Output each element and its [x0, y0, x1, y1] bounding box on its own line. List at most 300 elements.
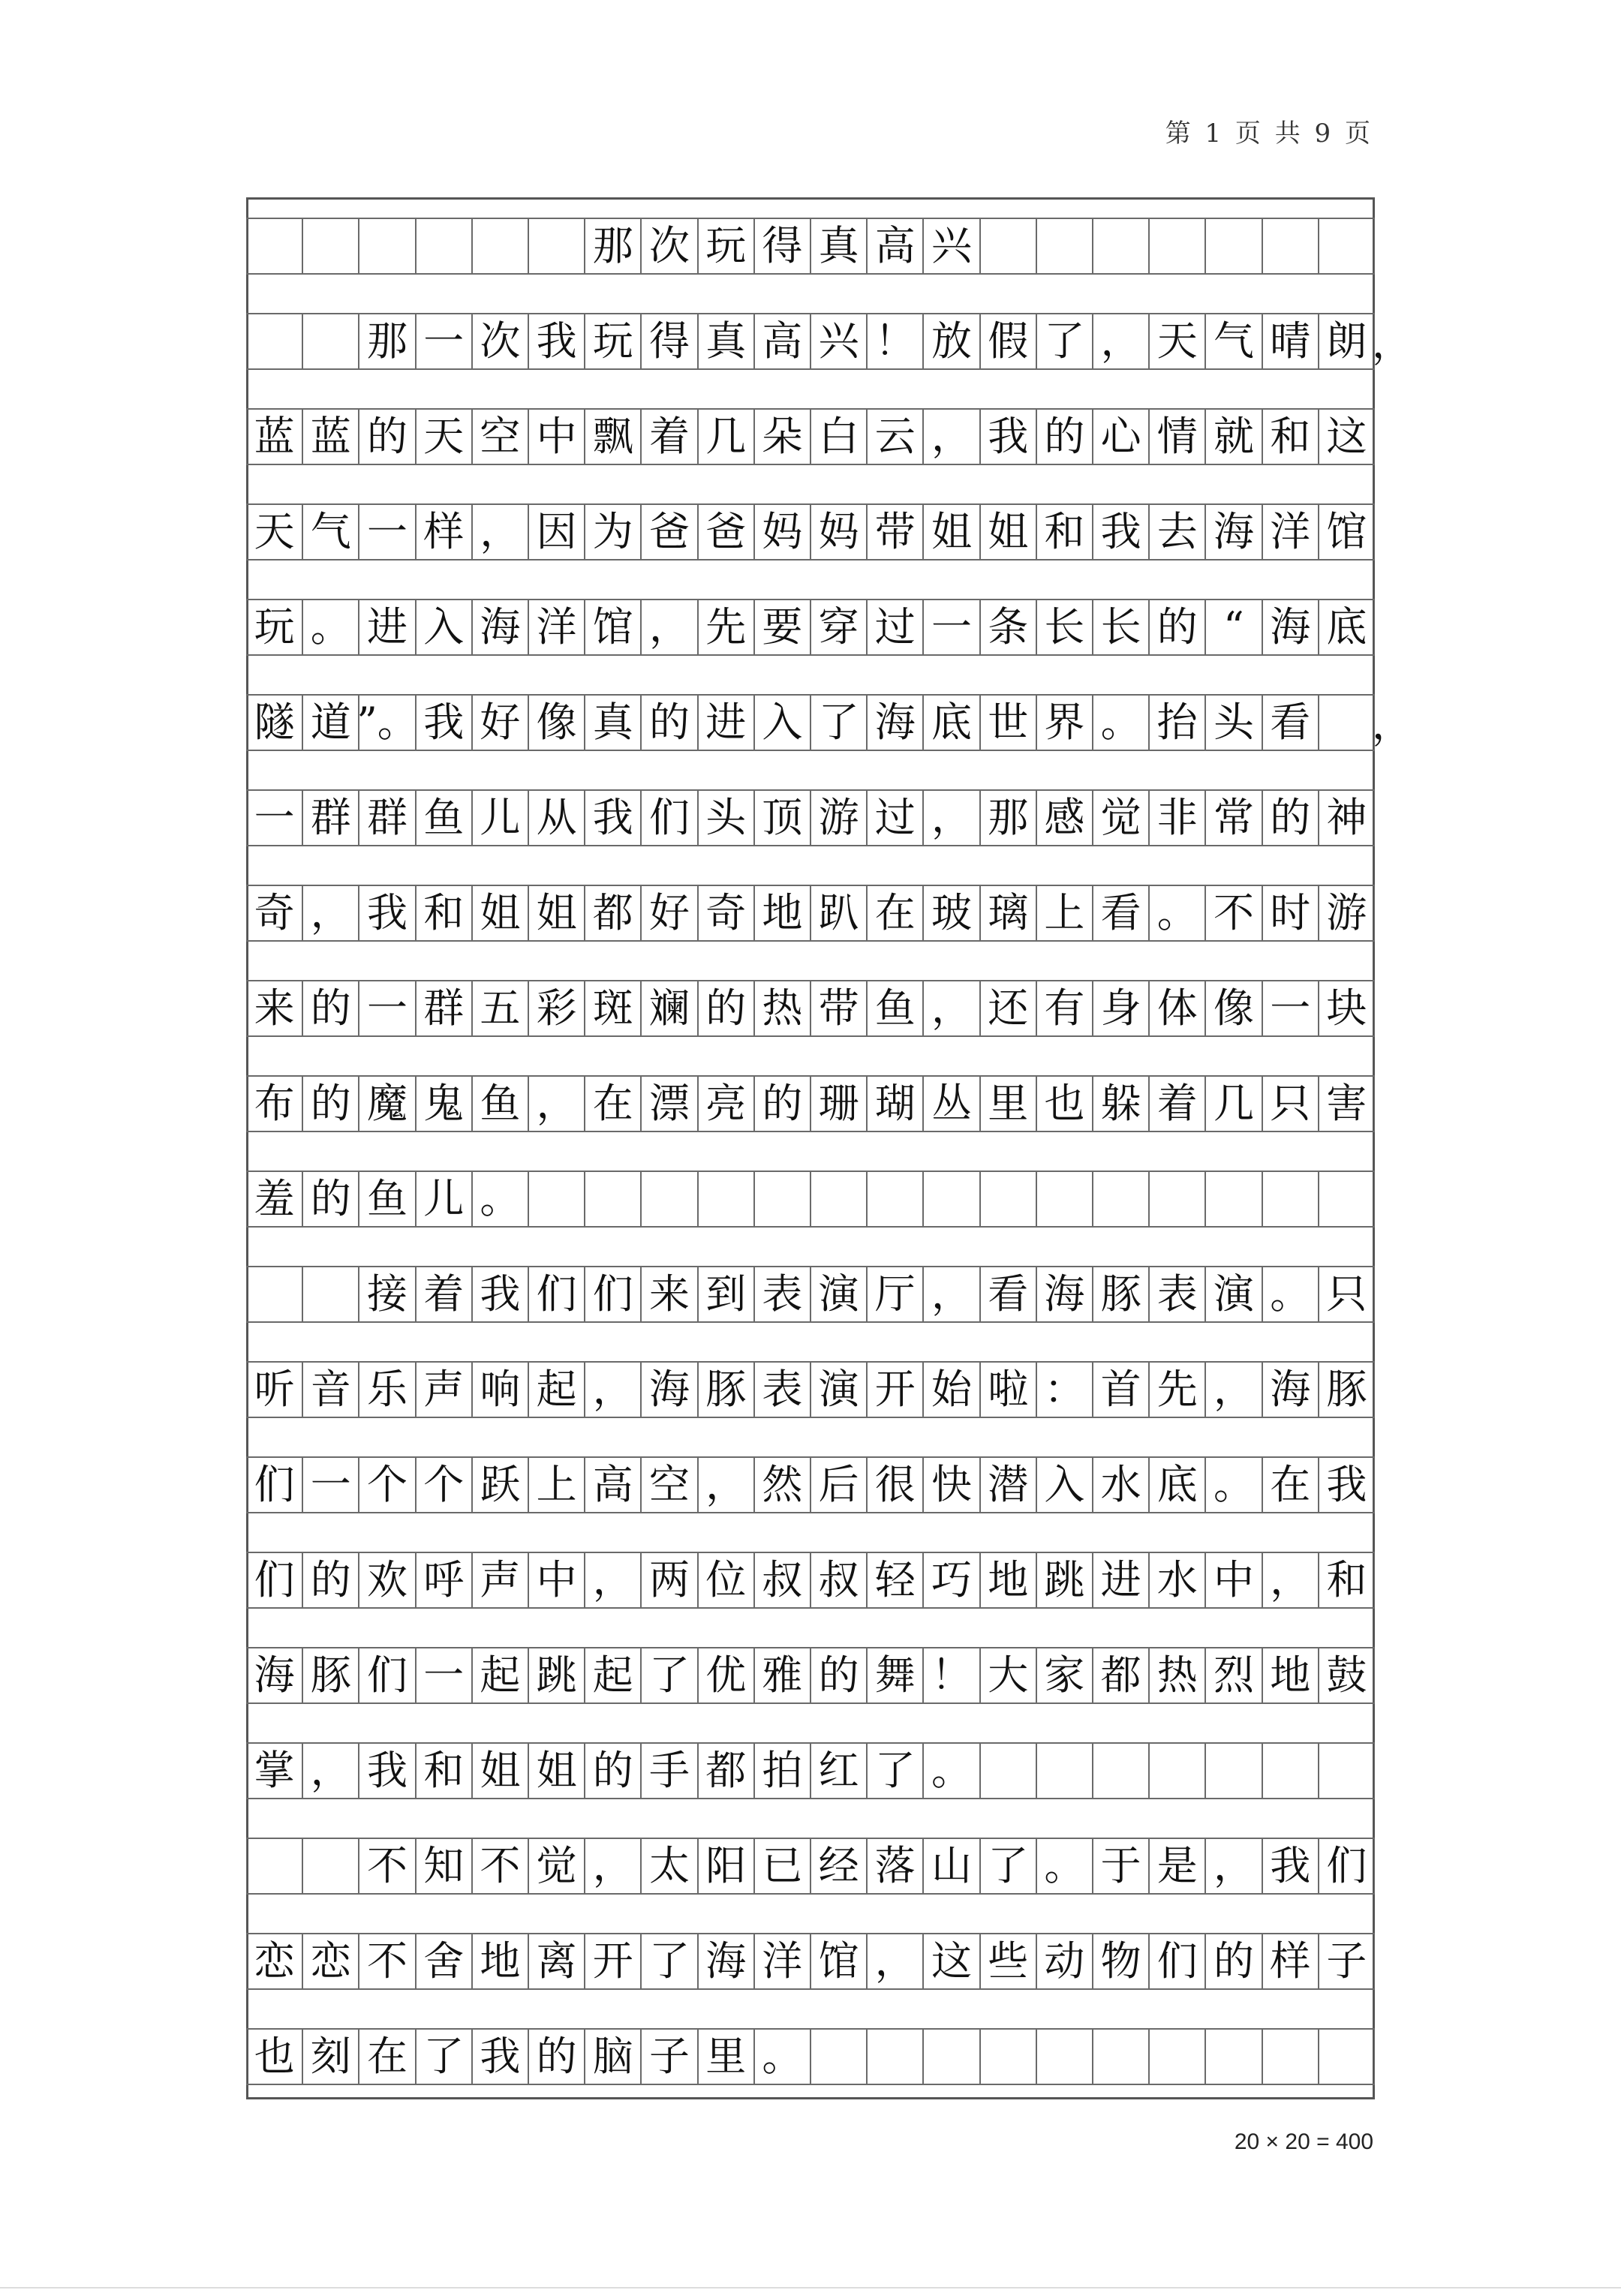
- grid-cell: 心: [1093, 408, 1149, 465]
- grid-row-r7: [246, 885, 1375, 942]
- grid-cell: 一: [416, 313, 472, 370]
- grid-cell: ，: [472, 503, 528, 560]
- grid-cell: 像: [1205, 980, 1262, 1037]
- grid-row-r5: [246, 694, 1412, 751]
- grid-cell: 我: [1319, 1456, 1375, 1513]
- grid-cell: 妈: [810, 503, 867, 560]
- grid-cell: 不: [359, 1838, 415, 1895]
- grid-cell: 先: [1149, 1361, 1205, 1418]
- grid-cell: 海: [1205, 503, 1262, 560]
- grid-cell: 知: [416, 1838, 472, 1895]
- grid-cell: 经: [810, 1838, 867, 1895]
- grid-cell: 常: [1205, 789, 1262, 846]
- grid-cell: 就: [1205, 408, 1262, 465]
- grid-cell: [246, 218, 302, 275]
- grid-cell: 放: [923, 313, 979, 370]
- grid-cell: [416, 218, 472, 275]
- grid-cell: 中: [1205, 1552, 1262, 1609]
- grid-cell: 物: [1093, 1933, 1149, 1990]
- grid-cell: 我: [359, 885, 415, 942]
- grid-cell: 音: [302, 1361, 359, 1418]
- grid-cell: 鱼: [472, 1075, 528, 1132]
- grid-cell: 群: [302, 789, 359, 846]
- grid-cell: 和: [416, 885, 472, 942]
- grid-cell: 玩: [246, 599, 302, 656]
- grid-cell: 的: [302, 980, 359, 1037]
- grid-cell: 的: [754, 1075, 810, 1132]
- grid-cell: 是: [1149, 1838, 1205, 1895]
- grid-cell: 位: [698, 1552, 754, 1609]
- grid-cell: 的: [1149, 599, 1205, 656]
- grid-cell: 我: [472, 2028, 528, 2085]
- grid-cell: 穿: [810, 599, 867, 656]
- grid-cell: 的: [302, 1171, 359, 1228]
- grid-cell: [472, 218, 528, 275]
- grid-cell: 亮: [698, 1075, 754, 1132]
- grid-row-r13: [246, 1456, 1375, 1513]
- grid-cell: [641, 1171, 697, 1228]
- grid-cell: 隧: [246, 694, 302, 751]
- grid-cell: 头: [1205, 694, 1262, 751]
- grid-cell: 上: [1036, 885, 1093, 942]
- grid-cell: ，: [1093, 313, 1149, 370]
- grid-cell: 玩: [698, 218, 754, 275]
- grid-cell: [810, 1171, 867, 1228]
- grid-cell: 着: [416, 1266, 472, 1323]
- grid-cell: 演: [810, 1361, 867, 1418]
- grid-cell: 块: [1319, 980, 1375, 1037]
- grid-cell: ，: [302, 1742, 359, 1799]
- grid-cell: 长: [1036, 599, 1093, 656]
- grid-cell: 玻: [923, 885, 979, 942]
- grid-cell: [923, 2028, 979, 2085]
- grid-cell: 得: [754, 218, 810, 275]
- grid-cell: 落: [867, 1838, 923, 1895]
- grid-cell: 了: [641, 1647, 697, 1704]
- grid-cell: 们: [528, 1266, 585, 1323]
- grid-cell: 。: [754, 2028, 810, 2085]
- grid-cell: 爸: [698, 503, 754, 560]
- grid-cell: 姐: [472, 885, 528, 942]
- grid-cell: 拍: [754, 1742, 810, 1799]
- grid-cell: 乐: [359, 1361, 415, 1418]
- grid-cell: 的: [302, 1552, 359, 1609]
- grid-cell: 起: [528, 1361, 585, 1418]
- grid-cell: 中: [528, 1552, 585, 1609]
- grid-row-r14: [246, 1552, 1375, 1609]
- grid-cell: 的: [810, 1647, 867, 1704]
- grid-row-r9: [246, 1075, 1375, 1132]
- grid-cell: [1205, 218, 1262, 275]
- grid-cell: 鱼: [867, 980, 923, 1037]
- grid-cell: 我: [416, 694, 472, 751]
- grid-cell: 还: [980, 980, 1036, 1037]
- grid-cell: 几: [698, 408, 754, 465]
- grid-cell: [1262, 1171, 1319, 1228]
- grid-cell: 一: [359, 503, 415, 560]
- grid-cell: 阳: [698, 1838, 754, 1895]
- grid-cell: 海: [246, 1647, 302, 1704]
- grid-cell: 。: [472, 1171, 528, 1228]
- grid-cell: 看: [1093, 885, 1149, 942]
- grid-cell: 鬼: [416, 1075, 472, 1132]
- grid-cell: 豚: [1093, 1266, 1149, 1323]
- grid-cell: [1205, 1742, 1262, 1799]
- grid-cell: 的: [1262, 789, 1319, 846]
- grid-cell: 厅: [867, 1266, 923, 1323]
- grid-cell: 晴: [1262, 313, 1319, 370]
- grid-cell: 然: [754, 1456, 810, 1513]
- bottom-divider: [0, 2287, 1621, 2288]
- grid-cell: 开: [867, 1361, 923, 1418]
- grid-cell: [1149, 218, 1205, 275]
- grid-cell: 神: [1319, 789, 1375, 846]
- grid-cell: 在: [359, 2028, 415, 2085]
- grid-cell: 于: [1093, 1838, 1149, 1895]
- grid-row-r6: [246, 789, 1375, 846]
- grid-cell: 样: [1262, 1933, 1319, 1990]
- grid-cell: 不: [472, 1838, 528, 1895]
- grid-cell: [1036, 218, 1093, 275]
- grid-cell: 们: [1149, 1933, 1205, 1990]
- grid-cell: ，: [867, 1933, 923, 1990]
- grid-cell: 入: [1036, 1456, 1093, 1513]
- grid-cell: 接: [359, 1266, 415, 1323]
- grid-cell: 姐: [980, 503, 1036, 560]
- grid-row-r12: [246, 1361, 1375, 1418]
- grid-cell: 都: [1093, 1647, 1149, 1704]
- grid-cell: 洋: [1262, 503, 1319, 560]
- grid-cell: 玩: [585, 313, 641, 370]
- grid-cell: [923, 1171, 979, 1228]
- grid-cell: 馆: [585, 599, 641, 656]
- grid-cell: 入: [416, 599, 472, 656]
- grid-cell: 不: [1205, 885, 1262, 942]
- grid-cell: 的: [698, 980, 754, 1037]
- grid-cell: 动: [1036, 1933, 1093, 1990]
- grid-cell: 样: [416, 503, 472, 560]
- grid-cell: 珊: [810, 1075, 867, 1132]
- grid-cell: 只: [1262, 1075, 1319, 1132]
- grid-cell: 游: [810, 789, 867, 846]
- grid-cell: 云: [867, 408, 923, 465]
- grid-cell: 声: [472, 1552, 528, 1609]
- grid-cell: 儿: [472, 789, 528, 846]
- grid-cell: ，: [302, 885, 359, 942]
- grid-cell: [754, 1171, 810, 1228]
- grid-row-r10: [246, 1171, 1375, 1228]
- grid-cell: 刻: [302, 2028, 359, 2085]
- grid-cell: ，: [923, 789, 979, 846]
- grid-cell: 们: [641, 789, 697, 846]
- grid-cell: [1036, 2028, 1093, 2085]
- grid-cell: 漂: [641, 1075, 697, 1132]
- grid-cell: 体: [1149, 980, 1205, 1037]
- grid-cell: 在: [867, 885, 923, 942]
- grid-cell: 那: [585, 218, 641, 275]
- grid-cell: 蓝: [302, 408, 359, 465]
- grid-cell: 舍: [416, 1933, 472, 1990]
- grid-cell: 呼: [416, 1552, 472, 1609]
- grid-cell: 看: [980, 1266, 1036, 1323]
- grid-cell: 手: [641, 1742, 697, 1799]
- grid-cell: 表: [754, 1266, 810, 1323]
- grid-cell: [1093, 2028, 1149, 2085]
- grid-cell: 的: [359, 408, 415, 465]
- grid-cell: 看: [1262, 694, 1319, 751]
- grid-cell: 掌: [246, 1742, 302, 1799]
- grid-cell: 那: [980, 789, 1036, 846]
- grid-cell: [1093, 1742, 1149, 1799]
- grid-cell: 害: [1319, 1075, 1375, 1132]
- grid-cell: 潜: [980, 1456, 1036, 1513]
- grid-cell: 太: [641, 1838, 697, 1895]
- grid-cell: 豚: [1319, 1361, 1375, 1418]
- grid-cell: 热: [754, 980, 810, 1037]
- grid-cell: 。: [302, 599, 359, 656]
- grid-cell: 得: [641, 313, 697, 370]
- grid-cell: [1262, 218, 1319, 275]
- grid-cell: 入: [754, 694, 810, 751]
- grid-cell: 姐: [528, 1742, 585, 1799]
- grid-cell: 听: [246, 1361, 302, 1418]
- grid-cell: 空: [472, 408, 528, 465]
- grid-cell: 先: [698, 599, 754, 656]
- grid-cell: 子: [641, 2028, 697, 2085]
- grid-cell: 的: [1036, 408, 1093, 465]
- grid-cell: 高: [754, 313, 810, 370]
- grid-cell: 奇: [246, 885, 302, 942]
- grid-cell: [302, 218, 359, 275]
- grid-cell: [1205, 1171, 1262, 1228]
- grid-cell: 响: [472, 1361, 528, 1418]
- grid-cell: 那: [359, 313, 415, 370]
- grid-cell: 蓝: [246, 408, 302, 465]
- grid-cell: 脑: [585, 2028, 641, 2085]
- grid-cell: 了: [416, 2028, 472, 2085]
- grid-cell: [1262, 1742, 1319, 1799]
- grid-cell: [246, 1838, 302, 1895]
- grid-cell: 也: [246, 2028, 302, 2085]
- grid-cell: 们: [585, 1266, 641, 1323]
- grid-cell: 群: [416, 980, 472, 1037]
- grid-cell: 了: [1036, 313, 1093, 370]
- grid-cell: 五: [472, 980, 528, 1037]
- grid-cell: 和: [416, 1742, 472, 1799]
- grid-cell: ，: [641, 599, 697, 656]
- overflow-punctuation: ，: [1372, 701, 1412, 748]
- grid-cell: 欢: [359, 1552, 415, 1609]
- grid-cell: [1319, 694, 1375, 751]
- grid-cell: 雅: [754, 1647, 810, 1704]
- grid-cell: [1319, 218, 1375, 275]
- grid-cell: 假: [980, 313, 1036, 370]
- grid-cell: 海: [698, 1933, 754, 1990]
- grid-cell: 优: [698, 1647, 754, 1704]
- grid-cell: 海: [1262, 1361, 1319, 1418]
- grid-cell: 姐: [923, 503, 979, 560]
- grid-cell: 馆: [810, 1933, 867, 1990]
- grid-cell: 地: [980, 1552, 1036, 1609]
- grid-cell: 在: [585, 1075, 641, 1132]
- grid-cell: 子: [1319, 1933, 1375, 1990]
- grid-cell: 和: [1036, 503, 1093, 560]
- grid-cell: 首: [1093, 1361, 1149, 1418]
- grid-cell: 璃: [980, 885, 1036, 942]
- grid-cell: 了: [641, 1933, 697, 1990]
- grid-cell: 带: [810, 980, 867, 1037]
- grid-cell: [1205, 2028, 1262, 2085]
- grid-cell: 好: [472, 694, 528, 751]
- grid-cell: 里: [980, 1075, 1036, 1132]
- grid-cell: [1149, 1742, 1205, 1799]
- grid-row-r17: [246, 1838, 1375, 1895]
- grid-cell: 们: [359, 1647, 415, 1704]
- grid-cell: 海: [1262, 599, 1319, 656]
- grid-cell: 因: [528, 503, 585, 560]
- grid-cell: [867, 2028, 923, 2085]
- grid-cell: 豚: [698, 1361, 754, 1418]
- grid-cell: 抬: [1149, 694, 1205, 751]
- grid-cell: 空: [641, 1456, 697, 1513]
- grid-cell: 啦: [980, 1361, 1036, 1418]
- grid-cell: 叔: [754, 1552, 810, 1609]
- grid-row-r16: [246, 1742, 1375, 1799]
- grid-cell: 馆: [1319, 503, 1375, 560]
- grid-cell: 了: [980, 1838, 1036, 1895]
- grid-cell: 进: [698, 694, 754, 751]
- grid-cell: 朗: [1319, 313, 1375, 370]
- grid-cell: 叔: [810, 1552, 867, 1609]
- grid-cell: 我: [980, 408, 1036, 465]
- grid-cell: 中: [528, 408, 585, 465]
- grid-cell: 鼓: [1319, 1647, 1375, 1704]
- grid-cell: 很: [867, 1456, 923, 1513]
- grid-row-r4: [246, 599, 1375, 656]
- grid-cell: 鱼: [359, 1171, 415, 1228]
- grid-cell: 布: [246, 1075, 302, 1132]
- grid-cell: 像: [528, 694, 585, 751]
- grid-cell: 感: [1036, 789, 1093, 846]
- grid-cell: 个: [359, 1456, 415, 1513]
- grid-cell: 情: [1149, 408, 1205, 465]
- grid-cell: 头: [698, 789, 754, 846]
- grid-cell: 洋: [754, 1933, 810, 1990]
- grid-cell: 家: [1036, 1647, 1093, 1704]
- grid-cell: ，: [585, 1361, 641, 1418]
- grid-cell: [1149, 1171, 1205, 1228]
- grid-cell: [359, 218, 415, 275]
- grid-cell: 海: [1036, 1266, 1093, 1323]
- grid-cell: 条: [980, 599, 1036, 656]
- overflow-punctuation: ，: [1372, 320, 1412, 367]
- grid-cell: 兴: [810, 313, 867, 370]
- grid-cell: 了: [810, 694, 867, 751]
- grid-cell: ：: [1036, 1361, 1093, 1418]
- grid-cell: 底: [923, 694, 979, 751]
- grid-cell: 鱼: [416, 789, 472, 846]
- grid-cell: 表: [1149, 1266, 1205, 1323]
- grid-cell: 几: [1205, 1075, 1262, 1132]
- grid-cell: [1036, 1742, 1093, 1799]
- grid-cell: 。: [1205, 1456, 1262, 1513]
- grid-cell: 界: [1036, 694, 1093, 751]
- grid-cell: 和: [1319, 1552, 1375, 1609]
- grid-cell: ”。: [359, 694, 415, 751]
- grid-cell: 声: [416, 1361, 472, 1418]
- grid-cell: ，: [1205, 1361, 1262, 1418]
- grid-cell: [980, 1742, 1036, 1799]
- grid-cell: 烈: [1205, 1647, 1262, 1704]
- grid-cell: 长: [1093, 599, 1149, 656]
- grid-cell: 们: [1319, 1838, 1375, 1895]
- grid-cell: 。: [923, 1742, 979, 1799]
- grid-cell: 一: [302, 1456, 359, 1513]
- grid-cell: 天: [246, 503, 302, 560]
- grid-cell: 底: [1319, 599, 1375, 656]
- grid-cell: 羞: [246, 1171, 302, 1228]
- grid-cell: 一: [246, 789, 302, 846]
- grid-cell: 奇: [698, 885, 754, 942]
- grid-cell: 一: [359, 980, 415, 1037]
- grid-cell: 进: [359, 599, 415, 656]
- grid-cell: [1319, 2028, 1375, 2085]
- grid-cell: 气: [302, 503, 359, 560]
- grid-cell: 大: [980, 1647, 1036, 1704]
- grid-cell: 些: [980, 1933, 1036, 1990]
- grid-cell: 斑: [585, 980, 641, 1037]
- grid-cell: 为: [585, 503, 641, 560]
- grid-cell: 姐: [472, 1742, 528, 1799]
- grid-cell: 身: [1093, 980, 1149, 1037]
- grid-count-label: 20 × 20 = 400: [1234, 2129, 1373, 2154]
- grid-cell: 游: [1319, 885, 1375, 942]
- grid-cell: 着: [641, 408, 697, 465]
- grid-cell: 我: [1093, 503, 1149, 560]
- grid-cell: 兴: [923, 218, 979, 275]
- grid-row-r8: [246, 980, 1375, 1037]
- grid-cell: ，: [923, 980, 979, 1037]
- grid-cell: 飘: [585, 408, 641, 465]
- grid-cell: [1262, 2028, 1319, 2085]
- grid-cell: 不: [359, 1933, 415, 1990]
- grid-row-r18: [246, 1933, 1375, 1990]
- grid-cell: 白: [810, 408, 867, 465]
- grid-cell: 世: [980, 694, 1036, 751]
- grid-cell: 舞: [867, 1647, 923, 1704]
- grid-row-title: [246, 218, 1375, 275]
- grid-cell: [980, 1171, 1036, 1228]
- grid-cell: 海: [867, 694, 923, 751]
- grid-cell: [246, 313, 302, 370]
- grid-cell: [1093, 218, 1149, 275]
- grid-cell: 巧: [923, 1552, 979, 1609]
- grid-cell: 恋: [246, 1933, 302, 1990]
- grid-cell: 带: [867, 503, 923, 560]
- grid-cell: 来: [246, 980, 302, 1037]
- grid-cell: 躲: [1093, 1075, 1149, 1132]
- grid-cell: 跳: [1036, 1552, 1093, 1609]
- grid-row-r3: [246, 503, 1375, 560]
- grid-cell: 的: [585, 1742, 641, 1799]
- grid-cell: 时: [1262, 885, 1319, 942]
- grid-cell: 底: [1149, 1456, 1205, 1513]
- grid-cell: 妈: [754, 503, 810, 560]
- grid-cell: 的: [1205, 1933, 1262, 1990]
- composition-sheet: [246, 197, 1375, 2099]
- grid-cell: ，: [698, 1456, 754, 1513]
- grid-cell: 。: [1036, 1838, 1093, 1895]
